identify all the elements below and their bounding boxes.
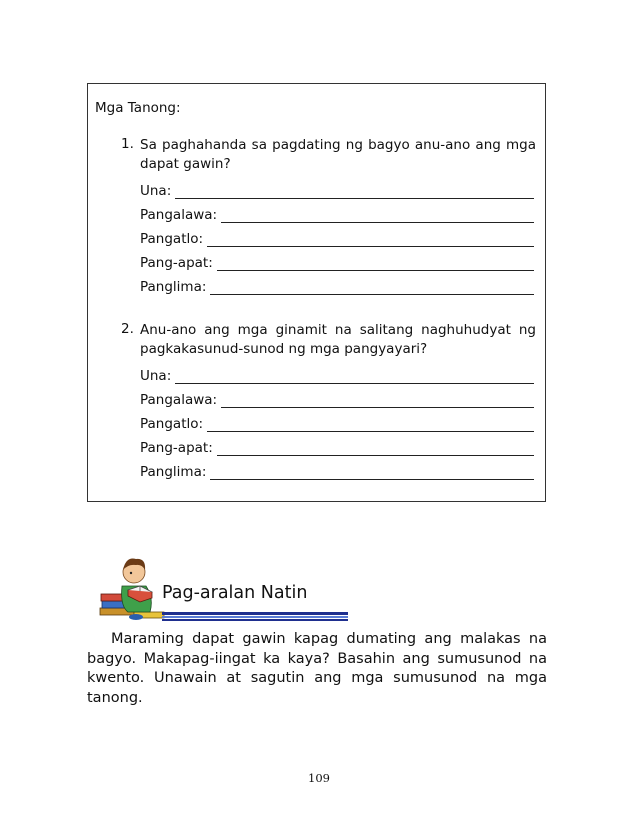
- answer-list: [140, 368, 536, 488]
- answer-label: Pang-apat:: [140, 255, 213, 271]
- answer-blank[interactable]: [217, 455, 534, 456]
- answer-row: [140, 416, 534, 440]
- answer-label: Panglima:: [140, 464, 207, 480]
- question-text: Sa paghahanda sa pagdating ng bagyo anu-ano ang mga dapat gawin?: [140, 137, 536, 172]
- answer-label: Panglima:: [140, 279, 207, 295]
- question-1: [121, 136, 536, 303]
- answer-blank[interactable]: [175, 383, 534, 384]
- answer-blank[interactable]: [217, 270, 534, 271]
- answer-blank[interactable]: [207, 246, 534, 247]
- answer-label: Pangatlo:: [140, 231, 204, 247]
- answer-label: Una:: [140, 183, 172, 199]
- answer-row: [140, 231, 534, 255]
- answer-row: [140, 183, 534, 207]
- answer-label: Pangalawa:: [140, 207, 218, 223]
- answer-list: [140, 183, 536, 303]
- answer-blank[interactable]: [221, 407, 534, 408]
- answer-row: [140, 464, 534, 488]
- answer-blank[interactable]: [210, 479, 534, 480]
- answer-label: Pangalawa:: [140, 392, 218, 408]
- answer-row: [140, 392, 534, 416]
- answer-row: [140, 207, 534, 231]
- answer-blank[interactable]: [207, 431, 534, 432]
- section-title: Pag-aralan Natin: [162, 583, 308, 603]
- questions-box: [87, 83, 546, 502]
- answer-label: Pang-apat:: [140, 440, 213, 456]
- section-banner: [98, 546, 348, 624]
- child-reading-books-icon: [98, 546, 168, 626]
- intro-paragraph: Maraming dapat gawin kapag dumating ang malakas na bagyo. Makapag-iingat ka kaya? Basahin ang sumusunod na kwento. Unawain at sagutin ang mga sumusunod na mga tanong.: [87, 631, 547, 706]
- answer-row: [140, 255, 534, 279]
- answer-row: [140, 368, 534, 392]
- answer-row: [140, 440, 534, 464]
- answer-blank[interactable]: [221, 222, 534, 223]
- question-number: 1.: [121, 136, 134, 152]
- answer-row: [140, 279, 534, 303]
- question-2: [121, 321, 536, 488]
- question-text: Anu-ano ang mga ginamit na salitang naghuhudyat ng pagkakasunud-sunod ng mga pangyayari?: [140, 322, 536, 357]
- answer-label: Pangatlo:: [140, 416, 204, 432]
- title-underline: [162, 612, 348, 615]
- answer-blank[interactable]: [210, 294, 534, 295]
- answer-label: Una:: [140, 368, 172, 384]
- answer-blank[interactable]: [175, 198, 534, 199]
- title-underline: [162, 619, 348, 621]
- question-number: 2.: [121, 321, 134, 337]
- page-number: 109: [308, 771, 330, 785]
- questions-heading: Mga Tanong:: [95, 100, 181, 116]
- title-underline: [162, 616, 348, 618]
